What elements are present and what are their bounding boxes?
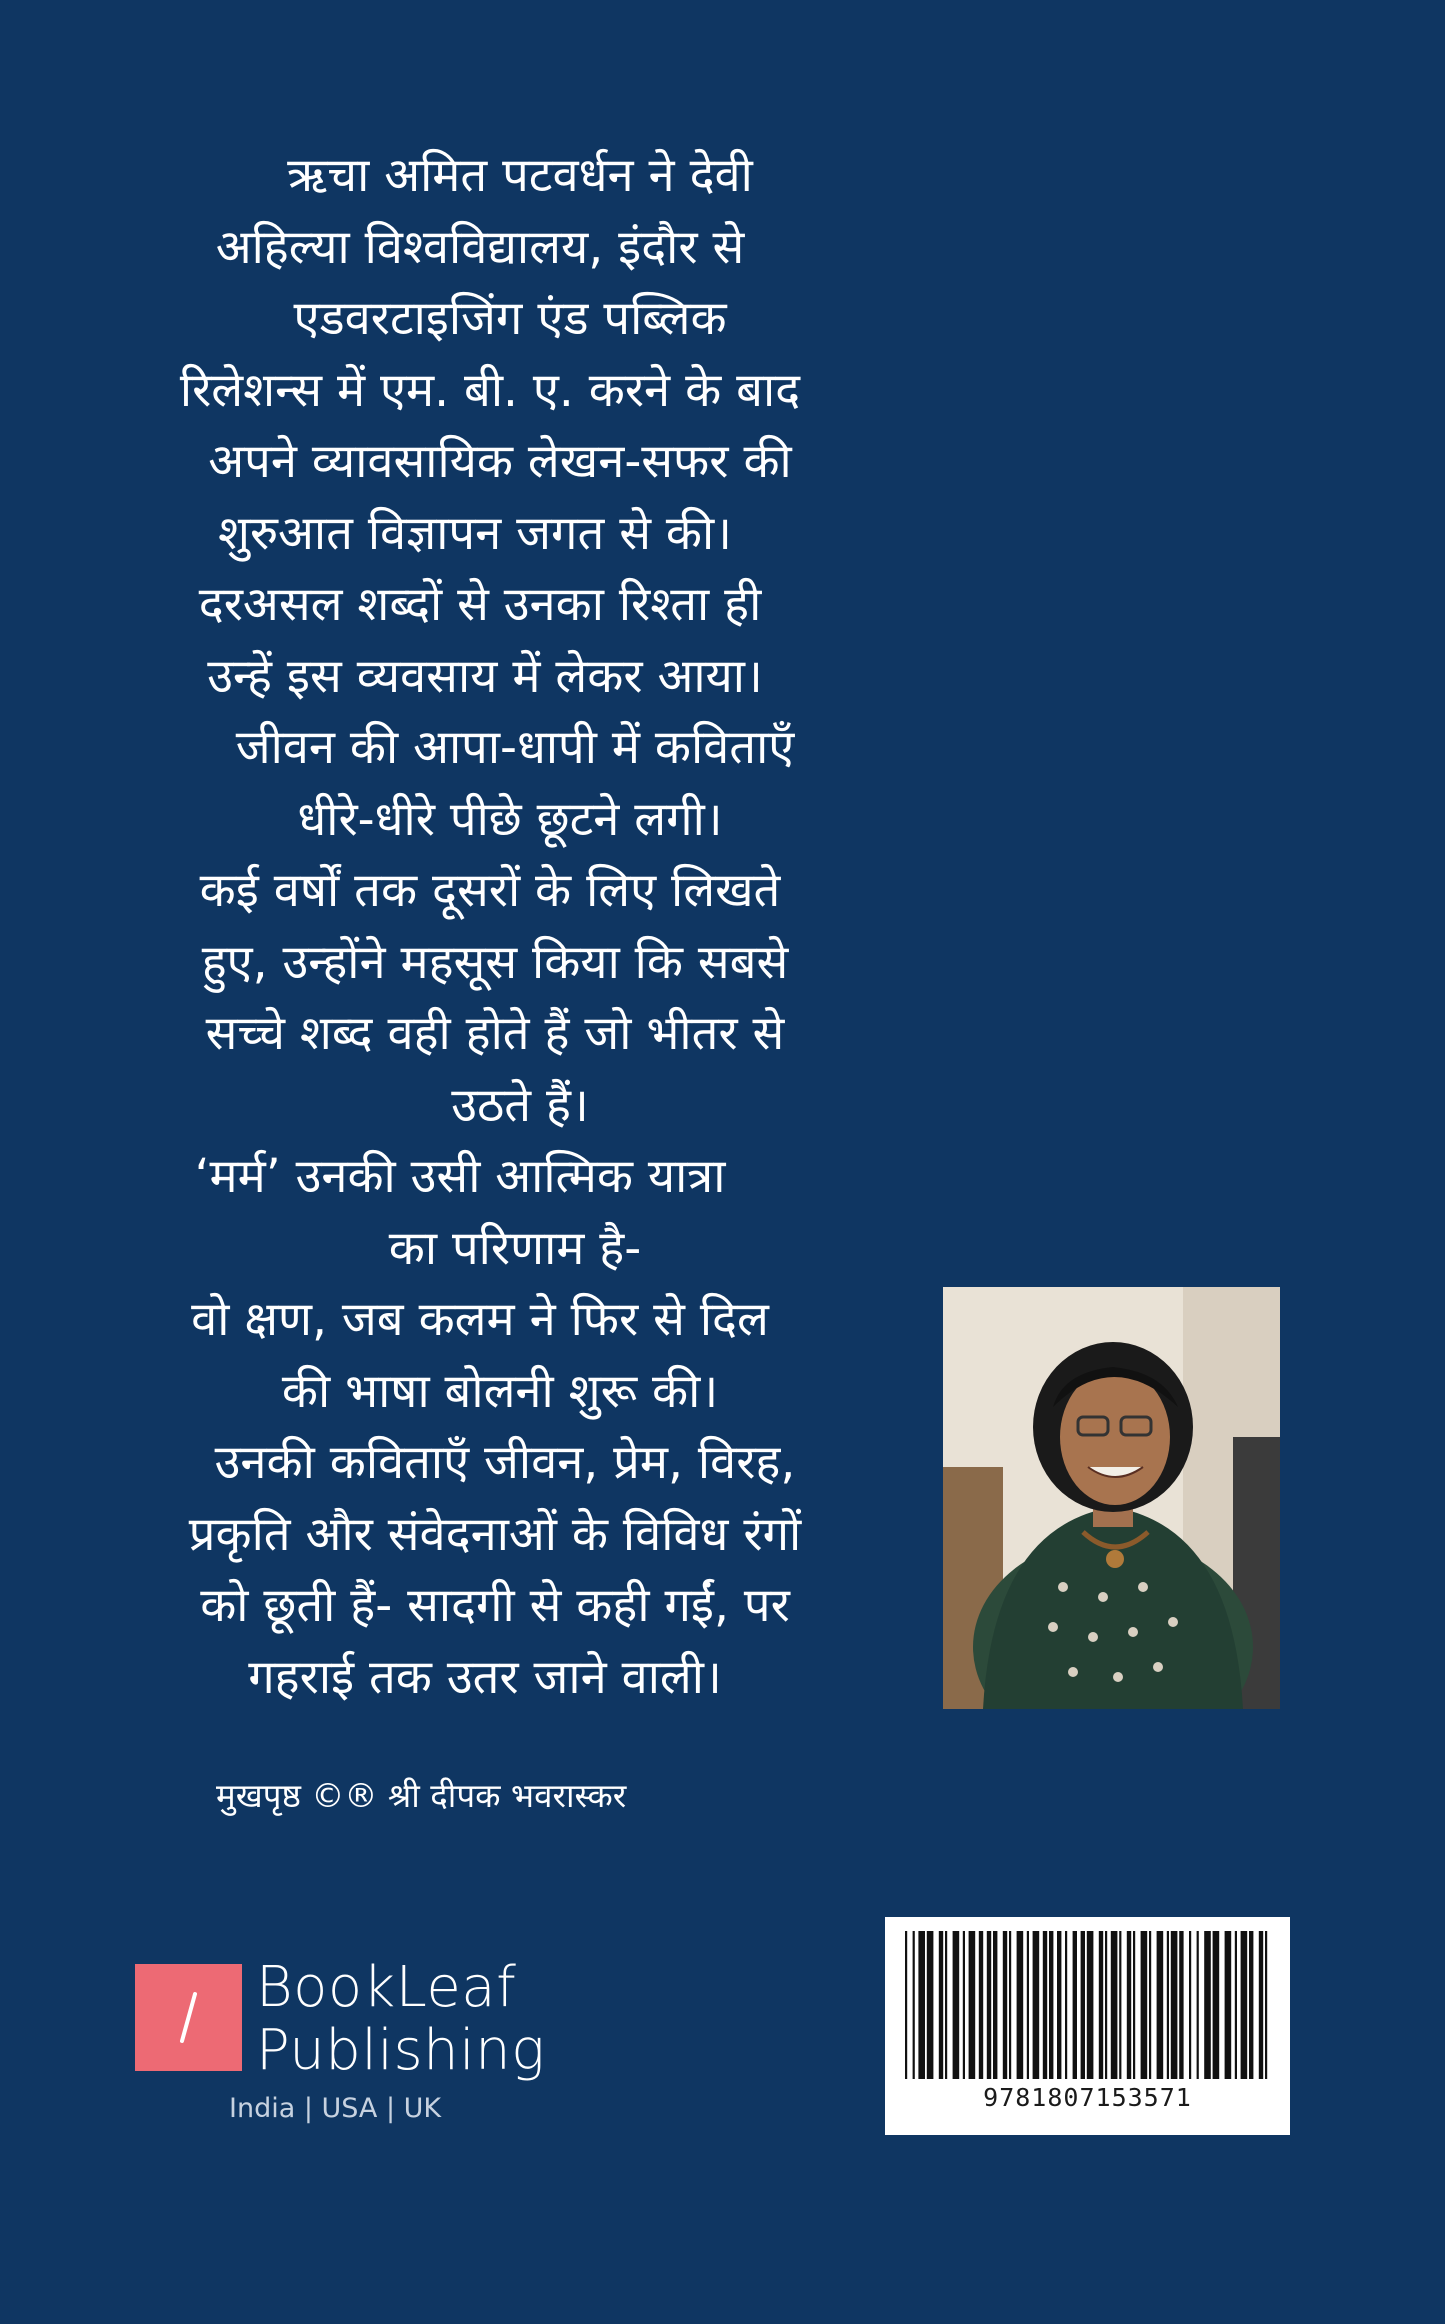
barcode-bar [1197,1931,1199,2079]
barcode-bar [963,1931,965,2079]
barcode-bar [1265,1931,1267,2079]
bio-line: शुरुआत विज्ञापन जगत से की। [217,505,732,561]
author-bio [120,140,860,1713]
barcode-bar [1259,1931,1263,2079]
bio-line: का परिणाम है- [388,1220,642,1276]
bio-line: उनकी कविताएँ जीवन, प्रेम, विरह, [214,1435,796,1490]
barcode-bar [1149,1931,1151,2079]
bio-line: वो क्षण, जब कलम ने फिर से दिल [191,1292,769,1347]
barcode-bar [1081,1931,1085,2079]
author-portrait-image [943,1287,1280,1709]
barcode-bar [1057,1931,1061,2079]
barcode-bar [1087,1931,1094,2079]
bio-line: गहराई तक उतर जाने वाली। [248,1649,722,1705]
barcode-bar [1167,1931,1169,2079]
barcode-bar [1027,1931,1029,2079]
barcode-bar [1249,1931,1253,2079]
barcode-bar [1241,1931,1248,2079]
barcode-bar [969,1931,976,2079]
barcode-bar [1189,1931,1191,2079]
bio-line: उन्हें इस व्यवसाय में लेकर आया। [207,648,763,704]
barcode-bar [1043,1931,1047,2079]
barcode-bar [945,1931,947,2079]
barcode-bar [1171,1931,1178,2079]
bio-line: सच्चे शब्द वही होते हैं जो भीतर से [205,1006,785,1061]
bio-line: एडवरटाइजिंग एंड पब्लिक [293,291,727,346]
author-photo [943,1287,1280,1709]
bio-line: अहिल्या विश्वविद्यालय, इंदौर से [215,219,745,275]
bio-line: ऋचा अमित पटवर्धन ने देवी [287,148,753,203]
barcode-bar [918,1931,925,2079]
bio-line: दरअसल शब्दों से उनका रिश्ता ही [198,577,762,632]
isbn-number: 9781807153571 [983,2083,1192,2112]
barcode-bar [1235,1931,1237,2079]
barcode-bar [1073,1931,1077,2079]
barcode-bar [1105,1931,1107,2079]
publisher-name-line2: Publishing [256,2018,546,2083]
barcode-bar [1225,1931,1232,2079]
barcode-bar [1204,1931,1211,2079]
bookleaf-logo-icon [135,1964,242,2071]
barcode-bar [905,1931,907,2079]
barcode-bar [953,1931,960,2079]
barcode-bar [993,1931,997,2079]
barcode-bar [1179,1931,1183,2079]
barcode-bar [927,1931,934,2079]
barcode-bar [1127,1931,1131,2079]
barcode-bar [1017,1931,1024,2079]
bio-line: कई वर्षों तक दूसरों के लिए लिखते [199,863,781,918]
bio-line: हुए, उन्होंने महसूस किया कि सबसे [201,934,789,990]
barcode-bar [1049,1931,1053,2079]
barcode-bar [1157,1931,1164,2079]
bio-line: धीरे-धीरे पीछे छूटने लगी। [297,791,723,847]
publisher-regions: India | USA | UK [229,2093,442,2124]
barcode-bar [913,1931,915,2079]
bio-line: ‘मर्म’ उनकी उसी आत्मिक यात्रा [194,1149,726,1204]
barcode-bar [1009,1931,1011,2079]
publisher-name-line1: BookLeaf [256,1955,517,2020]
barcode-bar [1065,1931,1067,2079]
barcode-bar [939,1931,943,2079]
cover-credit: मुखपृष्ठ ©® श्री दीपक भवरास्कर [216,1776,627,1815]
barcode-bar [987,1931,991,2079]
barcode-bar [979,1931,983,2079]
barcode-bar [1033,1931,1040,2079]
barcode-bar [1111,1931,1118,2079]
isbn-barcode [885,1917,1290,2135]
bio-line: की भाषा बोलनी शुरू की। [281,1363,719,1419]
bio-line: को छूती हैं- सादगी से कही गईं, पर [200,1578,790,1633]
bio-line: रिलेशन्स में एम. बी. ए. करने के बाद [179,362,801,418]
barcode-bar [1141,1931,1148,2079]
barcode-bar [1213,1931,1220,2079]
barcode-bar [1099,1931,1103,2079]
barcode-bar [1119,1931,1121,2079]
bio-line: प्रकृति और संवेदनाओं के विविध रंगों [188,1506,802,1562]
bio-line: उठते हैं। [451,1077,589,1133]
barcode-bar [1003,1931,1007,2079]
bio-line: जीवन की आपा-धापी में कविताएँ [235,720,795,775]
bio-line: अपने व्यावसायिक लेखन-सफर की [208,434,792,489]
barcode-bar [1133,1931,1135,2079]
